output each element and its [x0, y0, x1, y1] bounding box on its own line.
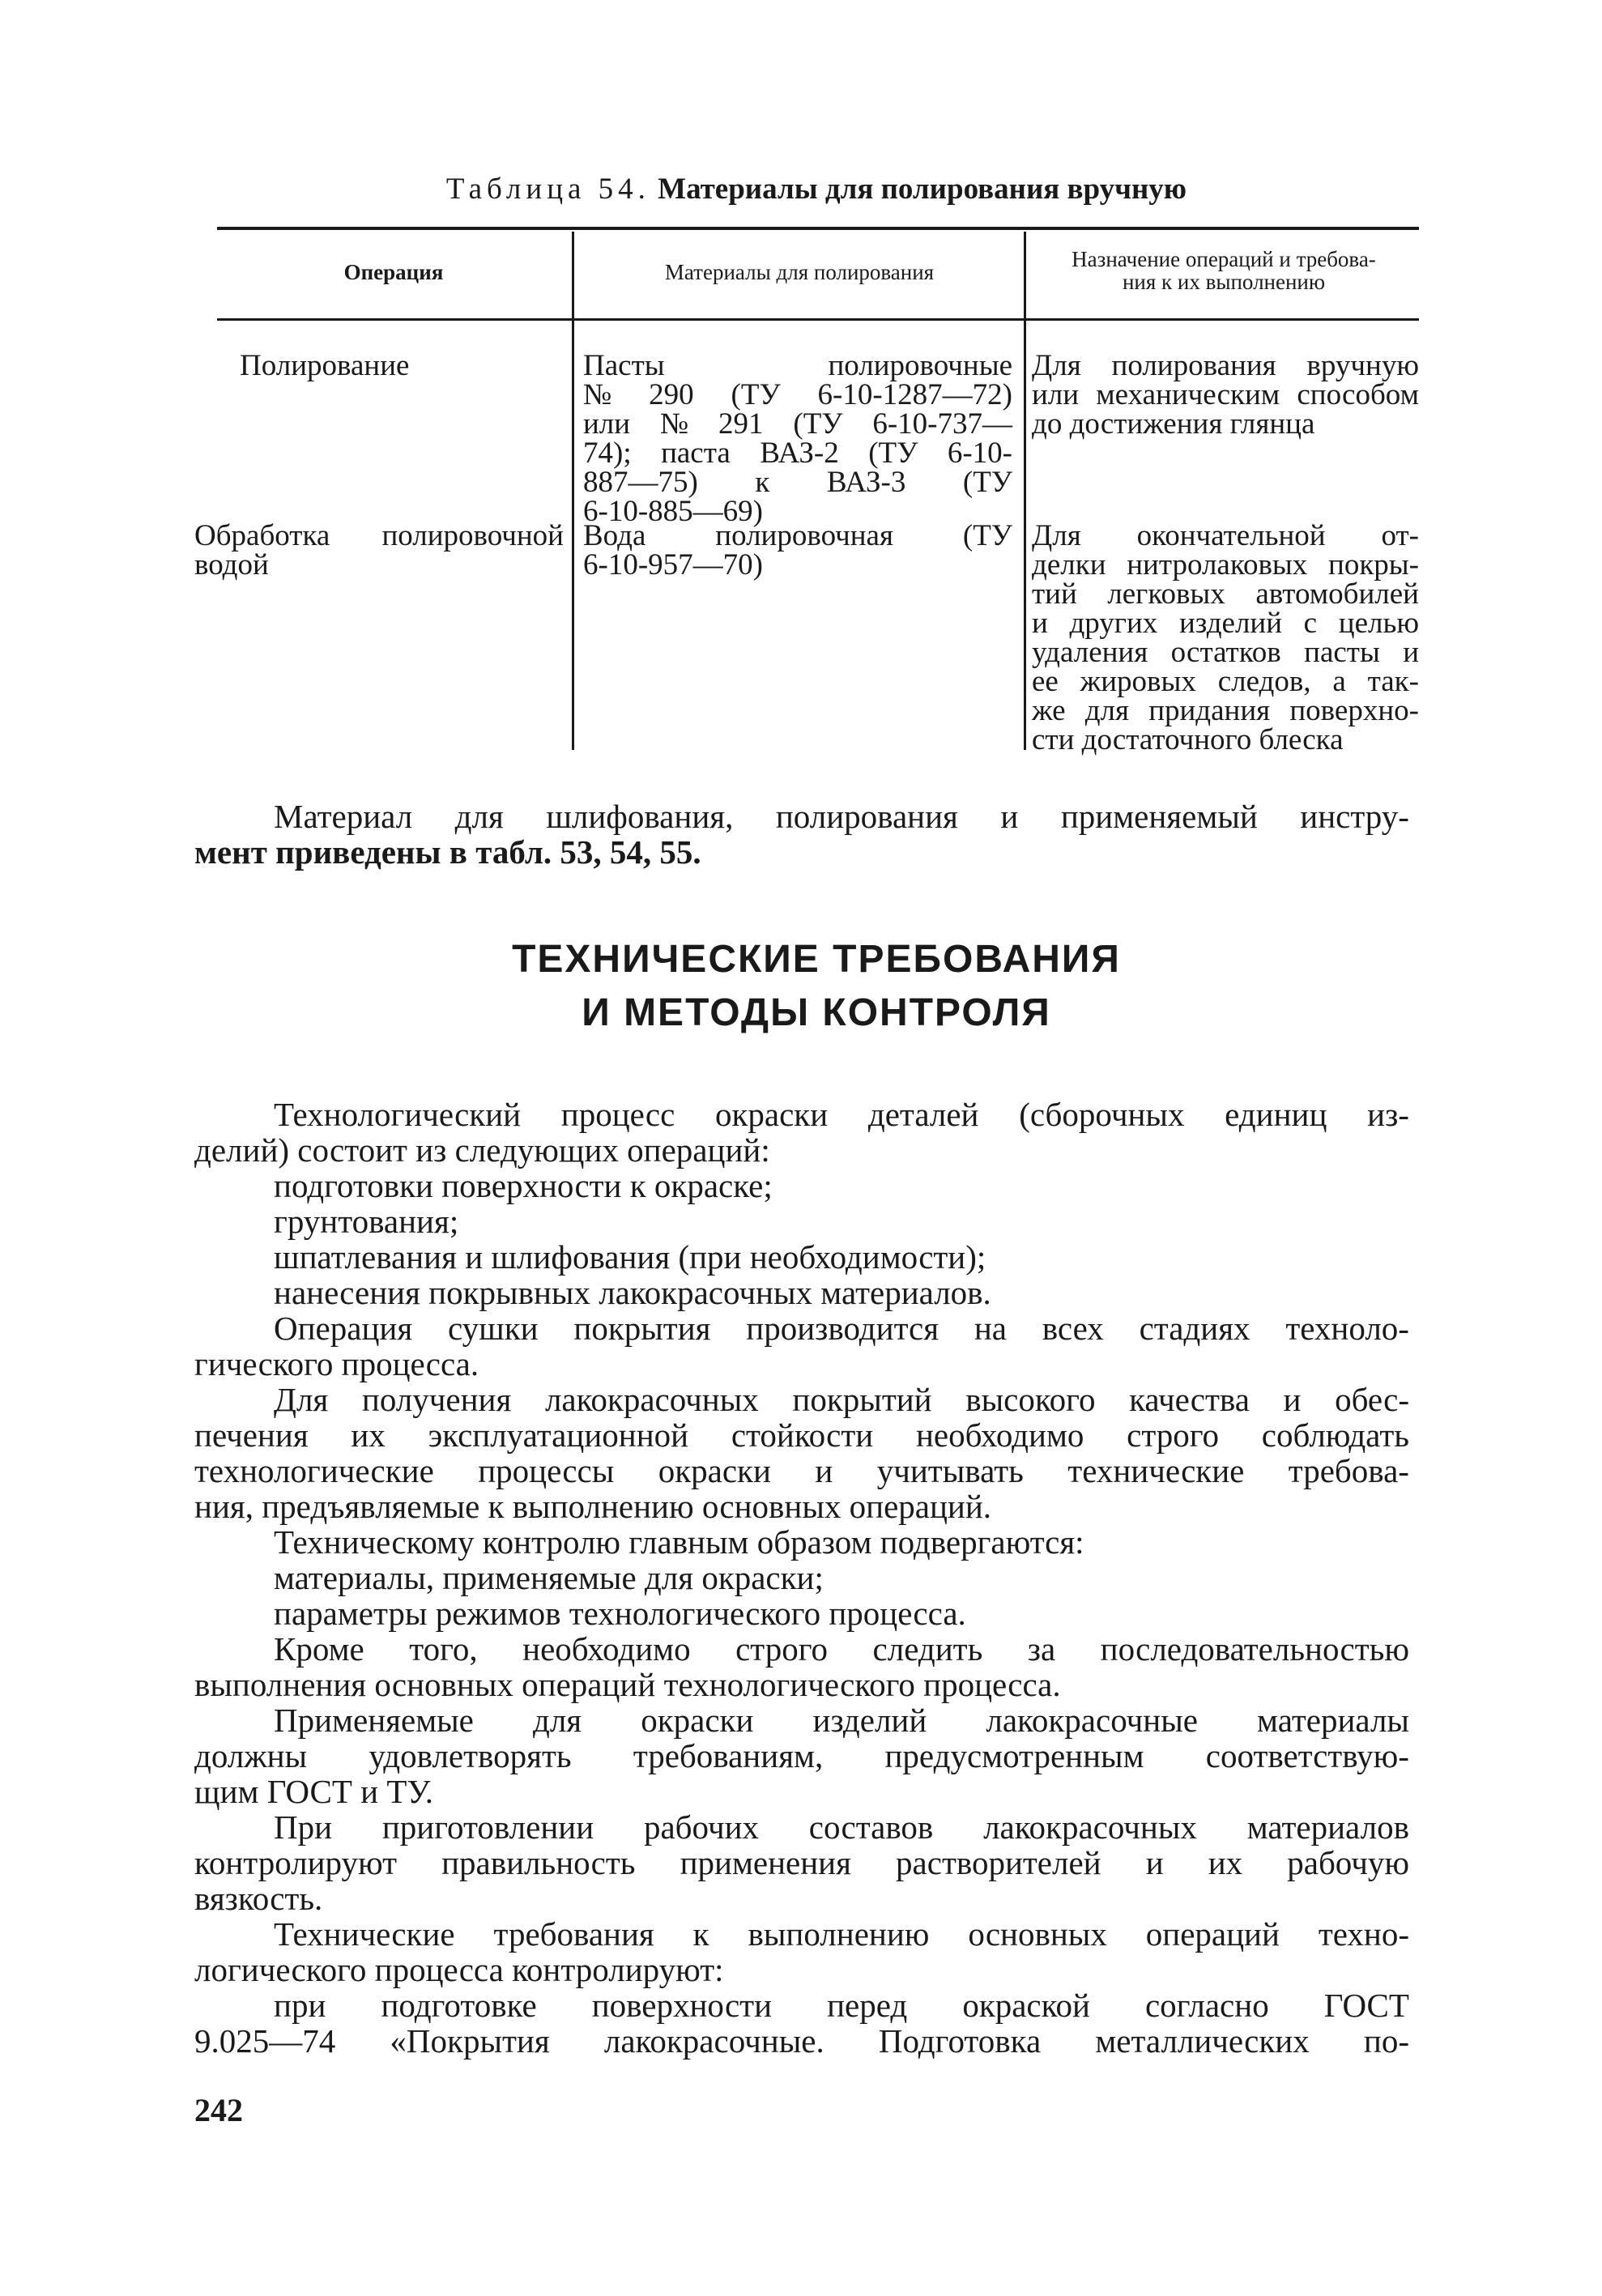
text-line: материалы, применяемые для окраски; [274, 1559, 824, 1596]
word: стойкости [731, 1416, 874, 1454]
text-line [194, 519, 564, 552]
word: а [1332, 665, 1346, 698]
word: по- [1363, 2022, 1409, 2060]
word: покрытия [573, 1310, 711, 1347]
text-line [1032, 609, 1419, 638]
word: эксплуатационной [428, 1416, 689, 1454]
table-caption [217, 170, 1416, 209]
word: предусмотренным [884, 1737, 1144, 1774]
word: механическим [1096, 378, 1280, 411]
word: при [274, 1987, 326, 2024]
word: рабочую [1287, 1844, 1409, 1881]
word: № [583, 378, 612, 411]
word: тий [1032, 577, 1077, 611]
word: (ТУ [962, 519, 1012, 552]
word: Вода [583, 519, 646, 552]
table-header-materials: Материалы для полирования [664, 260, 935, 284]
word: печения [194, 1416, 309, 1454]
word: так- [1367, 665, 1419, 698]
word: окончательной [1136, 519, 1326, 552]
word: к [692, 1915, 709, 1953]
word: остатков [1170, 636, 1281, 669]
word: операций [1145, 1915, 1280, 1953]
word: от- [1381, 519, 1419, 552]
word: шлифования, [546, 798, 734, 835]
word: сушки [447, 1310, 539, 1347]
word: технические [1067, 1452, 1245, 1489]
word: процессы [478, 1452, 615, 1489]
text-line: до достижения глянца [1032, 407, 1315, 441]
table-row-1-materials [583, 351, 1012, 526]
word: покры- [1328, 548, 1419, 581]
word: учитывать [876, 1452, 1024, 1489]
text-line: вязкость. [194, 1880, 323, 1917]
word: получения [361, 1381, 512, 1418]
word: их [1208, 1844, 1243, 1881]
text-line [583, 519, 1012, 552]
table-row-2-purpose [1032, 519, 1419, 756]
word: 6-10- [947, 437, 1012, 470]
table-caption-label: Таблица 54. [445, 173, 650, 206]
text-line [1032, 378, 1419, 411]
word: Кроме [274, 1630, 364, 1668]
word: Пасты [583, 349, 665, 382]
word: Для [1032, 349, 1081, 382]
word: инстру- [1300, 798, 1409, 835]
word: их [351, 1416, 386, 1454]
word: с [1303, 607, 1318, 640]
word: нитролаковых [1127, 548, 1308, 581]
word: полирования [775, 798, 958, 835]
word: удовлетворять [369, 1737, 572, 1774]
word: производится [746, 1310, 939, 1347]
text-line [194, 1809, 1409, 1845]
word: строго [735, 1630, 829, 1668]
word: полирования [1111, 349, 1276, 382]
word: других [1069, 607, 1158, 640]
text-line [1032, 638, 1419, 667]
word: Материал [274, 798, 413, 835]
text-line [194, 1097, 1409, 1132]
word: изделий [1178, 607, 1283, 640]
text-line: выполнения основных операций технологического процесса. [194, 1666, 1061, 1703]
text-line [1032, 519, 1419, 552]
text-line: щим ГОСТ и ТУ. [194, 1773, 433, 1810]
table-row-2-operation [194, 519, 564, 581]
text-line: ния, предъявляемые к выполнению основных операций. [194, 1488, 992, 1525]
text-line [194, 2023, 1409, 2059]
text-line [1032, 351, 1419, 381]
text-line [194, 1702, 1409, 1738]
word: окраски [658, 1452, 771, 1489]
table-header-operation: Операция [343, 260, 444, 284]
word: лакокрасочные [986, 1702, 1198, 1739]
word: для [1084, 694, 1129, 727]
word: 290 [649, 378, 694, 411]
word: полировочной [381, 519, 564, 552]
table-row-1-purpose [1032, 351, 1419, 439]
text-line: делий) состоит из следующих операций: [194, 1131, 770, 1169]
word: соблюдать [1261, 1416, 1409, 1454]
word: же [1032, 694, 1066, 727]
word: целью [1338, 607, 1419, 640]
text-line: 6-10-957—70) [583, 548, 763, 581]
word: пасты [1304, 636, 1380, 669]
word: лакокрасочных [983, 1808, 1197, 1846]
intro-paragraph [194, 799, 1409, 870]
text-line [194, 1310, 1409, 1346]
word: «Покрытия [390, 2022, 550, 2060]
word: окраски [641, 1702, 754, 1739]
word: выполнению [748, 1915, 930, 1953]
table-row-1-operation: Полирование [240, 349, 410, 382]
word: растворителей [896, 1844, 1101, 1881]
word: для [532, 1702, 582, 1739]
word: требованиям, [633, 1737, 824, 1774]
word: полировочные [828, 349, 1012, 382]
word: последовательностью [1100, 1630, 1409, 1668]
word: деталей [867, 1096, 979, 1133]
word: (ТУ [793, 407, 843, 441]
text-line [1032, 548, 1419, 581]
word: и [1283, 1381, 1302, 1418]
word: Технические [274, 1915, 455, 1953]
word: материалов [1246, 1808, 1409, 1846]
word: 291 [718, 407, 764, 441]
word: и [1032, 607, 1048, 640]
table-top-rule [217, 227, 1419, 230]
word: перед [827, 1987, 908, 2024]
body-text [194, 1097, 1409, 2059]
word: составов [808, 1808, 934, 1846]
word: 74); [583, 437, 632, 470]
word: Подготовка [878, 2022, 1042, 2060]
word: требования [493, 1915, 654, 1953]
word: ее [1032, 665, 1059, 698]
word: удаления [1032, 636, 1148, 669]
text-line: грунтования; [274, 1203, 459, 1240]
word: за [1027, 1630, 1056, 1668]
word: и [1145, 1844, 1164, 1881]
word: правильность [441, 1844, 636, 1881]
word: делки [1032, 548, 1106, 581]
word: 9.025—74 [194, 2022, 336, 2060]
text-line: водой [194, 548, 269, 581]
word: должны [194, 1737, 308, 1774]
word: Для [274, 1381, 329, 1418]
word: технологические [194, 1452, 434, 1489]
word: того, [409, 1630, 478, 1668]
word: Технологический [274, 1096, 522, 1133]
word: Операция [274, 1310, 413, 1347]
word: № [659, 407, 689, 441]
word: рабочих [643, 1808, 760, 1846]
text-line [194, 1453, 1409, 1489]
text-line: логического процесса контролируют: [194, 1951, 724, 1988]
text-line [194, 1738, 1409, 1774]
word: (ТУ [868, 437, 918, 470]
word: на [974, 1310, 1007, 1347]
section-heading: ТЕХНИЧЕСКИЕ ТРЕБОВАНИЯ И МЕТОДЫ КОНТРОЛЯ [512, 938, 1121, 1034]
word: качества [1129, 1381, 1250, 1418]
word: техноло- [1285, 1310, 1409, 1347]
word: придания [1148, 694, 1271, 727]
word: процесс [560, 1096, 675, 1133]
text-line: подготовки поверхности к окраске; [274, 1167, 773, 1204]
text-line [1032, 577, 1419, 611]
word: приготовлении [381, 1808, 594, 1846]
word: лакокрасочных [544, 1381, 759, 1418]
word: основных [968, 1915, 1107, 1953]
word: металлических [1095, 2022, 1310, 2060]
text-line: 6-10-885—69) [583, 495, 763, 528]
text-line [583, 378, 1012, 411]
word: применяемый [1060, 798, 1258, 835]
word: стадиях [1139, 1310, 1250, 1347]
word: ВАЗ-2 [760, 437, 839, 470]
text-line: Техническому контролю главным образом подвергаются: [274, 1523, 1084, 1561]
text-line [583, 407, 1012, 441]
word: к [755, 466, 770, 499]
word: вручную [1306, 349, 1419, 382]
word: паста [661, 437, 731, 470]
text-line: мент приведены в табл. 53, 54, 55. [194, 833, 701, 871]
word: материалы [1257, 1702, 1409, 1739]
word: или [1032, 378, 1080, 411]
word: изделий [812, 1702, 927, 1739]
word: применения [680, 1844, 851, 1881]
table-header-purpose: Назначение операций и требова- ния к их выполнению [1072, 247, 1376, 294]
text-line: параметры режимов технологического процесса. [274, 1595, 966, 1632]
word: строго [1127, 1416, 1220, 1454]
word: 6-10-737— [872, 407, 1012, 441]
word: необходимо [915, 1416, 1084, 1454]
table-column-divider-2 [1024, 232, 1026, 750]
text-line [194, 1382, 1409, 1417]
word: обес- [1335, 1381, 1409, 1418]
text-line: нанесения покрывных лакокрасочных материалов. [274, 1274, 991, 1311]
word: легковых [1107, 577, 1225, 611]
word: Обработка [194, 519, 330, 552]
word: для [454, 798, 504, 835]
word: техно- [1318, 1915, 1409, 1953]
text-line [194, 1631, 1409, 1667]
text-line: шпатлевания и шлифования (при необходимости); [274, 1238, 986, 1276]
word: автомобилей [1255, 577, 1419, 611]
word: или [583, 407, 631, 441]
word: подготовке [381, 1987, 537, 2024]
word: и [1403, 636, 1419, 669]
word: из- [1367, 1096, 1409, 1133]
word: Применяемые [274, 1702, 474, 1739]
text-line [1032, 667, 1419, 696]
word: согласно [1144, 1987, 1269, 2024]
text-line [1032, 696, 1419, 726]
word: жировых [1080, 665, 1196, 698]
word: следить [872, 1630, 983, 1668]
word: соответствую- [1205, 1737, 1409, 1774]
page-number: 242 [194, 2092, 243, 2128]
word: высокого [965, 1381, 1096, 1418]
table-caption-title: Материалы для полирования вручную [658, 173, 1187, 206]
text-line [194, 799, 1409, 834]
table-row-2-materials [583, 519, 1012, 581]
word: ВАЗ-3 [826, 466, 906, 499]
word: необходимо [522, 1630, 691, 1668]
word: и [1000, 798, 1019, 835]
word: ГОСТ [1323, 1987, 1409, 2024]
word: окраски [714, 1096, 829, 1133]
word: окраской [962, 1987, 1090, 2024]
word: единиц [1225, 1096, 1327, 1133]
word: поверхно- [1289, 694, 1419, 727]
word: всех [1042, 1310, 1104, 1347]
word: Для [1032, 519, 1081, 552]
text-line [194, 1987, 1409, 2023]
word: 887—75) [583, 466, 698, 499]
word: полировочная [715, 519, 893, 552]
text-line: сти достаточного блеска [1032, 723, 1344, 756]
word: следов, [1217, 665, 1311, 698]
word: (ТУ [731, 378, 781, 411]
text-line [194, 1417, 1409, 1453]
word: (ТУ [962, 466, 1012, 499]
word: 6-10-1287—72) [817, 378, 1012, 411]
word: контролируют [194, 1844, 398, 1881]
text-line [194, 1916, 1409, 1952]
table-column-divider-1 [572, 232, 574, 750]
text-line [194, 1845, 1409, 1881]
word: и [815, 1452, 833, 1489]
word: поверхности [591, 1987, 773, 2024]
word: При [274, 1808, 333, 1846]
word: способом [1297, 378, 1419, 411]
word: требова- [1288, 1452, 1409, 1489]
word: покрытий [792, 1381, 932, 1418]
table-header-rule [217, 318, 1419, 321]
text-line [583, 439, 1012, 468]
text-line [583, 351, 1012, 381]
text-line: гического процесса. [194, 1345, 479, 1382]
word: (сборочных [1019, 1096, 1185, 1133]
word: лакокрасочные. [603, 2022, 824, 2060]
text-line [583, 468, 1012, 497]
